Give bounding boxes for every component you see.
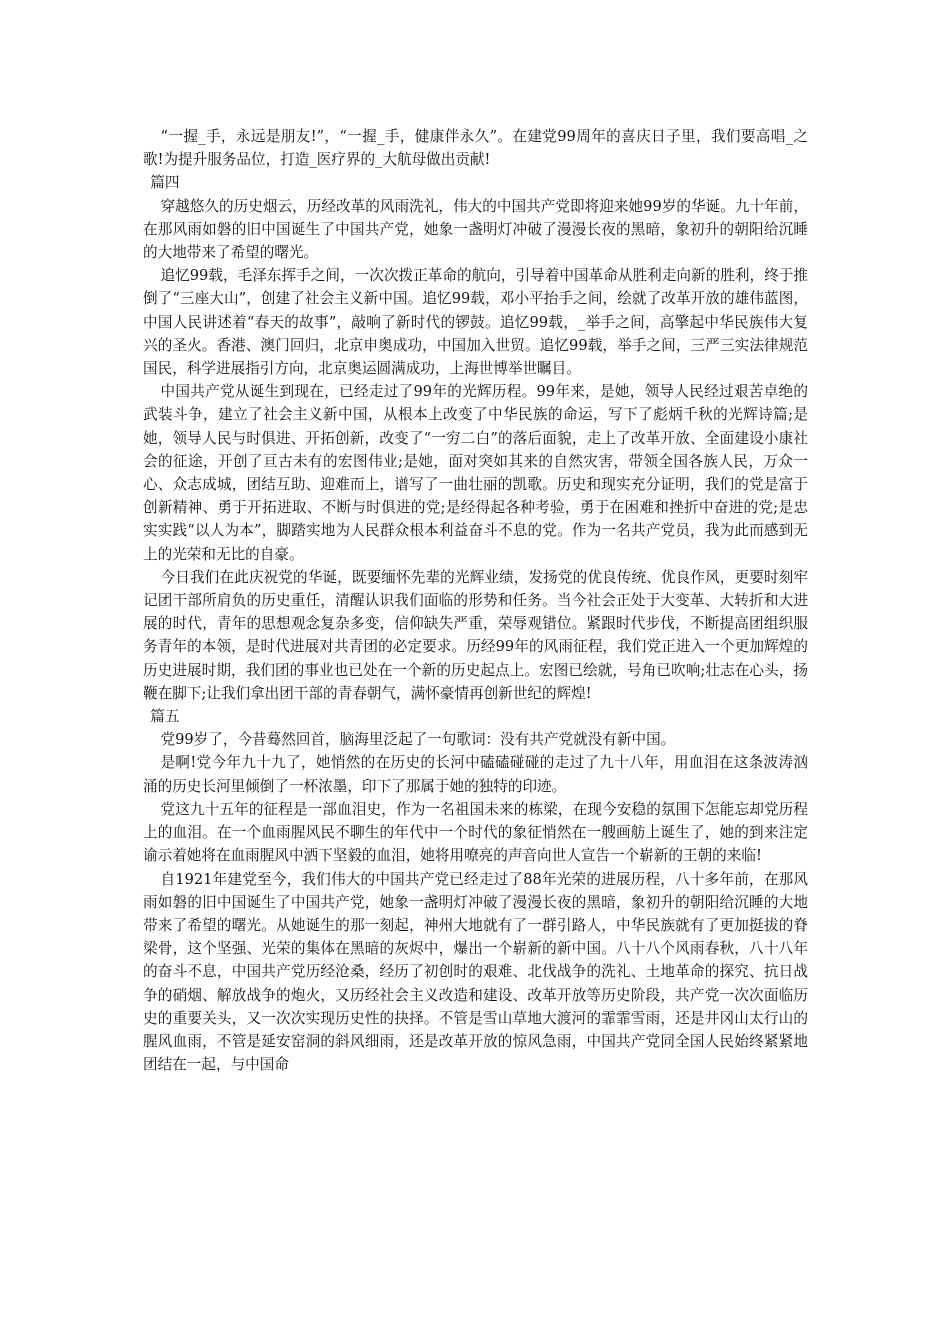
paragraph: 党这九十五年的征程是一部血泪史，作为一名祖国未来的栋梁，在现今安稳的氛围下怎能忘却党历程上的血泪。在一个血雨腥风民不聊生的年代中一个时代的象征悄然在一艘画舫上诞生了，她的到来注定谕示着她将在血雨腥风中洒下坚毅的血泪，她将用嘹亮的声音向世人宣告一个崭新的王朝的来临! (143, 800, 808, 865)
paragraph: 党99岁了，今昔蓦然回首，脑海里泛起了一句歌词：没有共产党就没有新中国。 (160, 731, 676, 749)
paragraph: 自1921年建党至今，我们伟大的中国共产党已经走过了88年光荣的进展历程，八十多年前，在那风雨如磐的旧中国诞生了中国共产党，她象一盏明灯冲破了漫漫长夜的黑暗，象初升的朝阳给沉睡的大地带来了希望的曙光。从她诞生的那一刻起，神州大地就有了一群引路人，中华民族就有了更加挺拔的脊梁骨，这个坚强、光荣的集体在黑暗的灰烬中，爆出一个崭新的新中国。八十八个风雨春秋，八十八年的奋斗不息，中国共产党历经沧桑，经历了初创时的艰难、北伐战争的洗礼、土地革命的探究、抗日战争的硝烟、解放战争的炮火，又历经社会主义改造和建设、改革开放等历史阶段，共产党一次次面临历史的重要关头，又一次次实现历史性的抉择。不管是雪山草地大渡河的霏霏雪雨，还是井冈山太行山的腥风血雨，不管是延安窑洞的斜风细雨，还是改革开放的惊风急雨，中国共产党同全国人民始终紧紧地团结在一起，与中国命 (143, 870, 808, 1074)
paragraph: 今日我们在此庆祝党的华诞，既要缅怀先辈的光辉业绩，发扬党的优良传统、优良作风，更要时刻牢记团干部所肩负的历史重任，清醒认识我们面临的形势和任务。当今社会正处于大变革、大转折和大进展的时代，青年的思想观念复杂多变，信仰缺失严重，荣辱观错位。紧跟时代步伐，不断提高团组织服务青年的本领，是时代进展对共青团的必定要求。历经99年的风雨征程，我们党正进入一个更加辉煌的历史进展时期，我们团的事业也已处在一个新的历史起点上。宏图已绘就，号角已吹响;壮志在心头，扬鞭在脚下;让我们拿出团干部的青春朝气，满怀豪情再创新世纪的辉煌! (143, 568, 808, 702)
document-body (143, 125, 808, 1076)
section-heading: 篇五 (150, 708, 180, 726)
paragraph: 是啊!党今年九十九了，她悄然的在历史的长河中磕磕碰碰的走过了九十八年，用血泪在这条波涛汹涌的历史长河里倾倒了一杯浓墨，印下了那属于她的独特的印迹。 (143, 754, 808, 795)
section-heading: 篇四 (150, 174, 180, 192)
paragraph: 中国共产党从诞生到现在，已经走过了99年的光辉历程。99年来，是她，领导人民经过艰苦卓绝的武装斗争，建立了社会主义新中国，从根本上改变了中华民族的命运，写下了彪炳千秋的光辉诗篇;是她，领导人民与时俱进、开拓创新，改变了“一穷二白”的落后面貌，走上了改革开放、全面建设小康社会的征途，开创了亘古未有的宏图伟业;是她，面对突如其来的自然灾害，带领全国各族人民，万众一心、众志成城，团结互助、迎难而上，谱写了一曲壮丽的凯歌。历史和现实充分证明，我们的党是富于创新精神、勇于开拓进取、不断与时俱进的党;是经得起各种考验，勇于在困难和挫折中奋进的党;是忠实实践“以人为本”，脚踏实地为人民群众根本利益奋斗不息的党。作为一名共产党员，我为此而感到无上的光荣和无比的自豪。 (143, 383, 808, 563)
paragraph: 追忆99载，毛泽东挥手之间，一次次拨正革命的航向，引导着中国革命从胜利走向新的胜利，终于推倒了“三座大山”，创建了社会主义新中国。追忆99载，邓小平抬手之间，绘就了改革开放的雄伟蓝图，中国人民讲述着“春天的故事”，敲响了新时代的锣鼓。追忆99载，_举手之间，高擎起中华民族伟大复兴的圣火。香港、澳门回归，北京申奥成功，中国加入世贸。追忆99载，举手之间，三严三实法律规范国民，科学进展指引方向，北京奥运圆满成功，上海世博举世瞩目。 (143, 267, 808, 378)
paragraph: “一握_手，永远是朋友!”，“一握_手，健康伴永久”。在建党99周年的喜庆日子里，我们要高唱_之歌!为提升服务品位，打造_医疗界的_大航母做出贡献! (143, 128, 808, 169)
paragraph: 穿越悠久的历史烟云，历经改革的风雨洗礼，伟大的中国共产党即将迎来她99岁的华诞。九十年前，在那风雨如磐的旧中国诞生了中国共产党，她象一盏明灯冲破了漫漫长夜的黑暗，象初升的朝阳给沉睡的大地带来了希望的曙光。 (143, 197, 808, 262)
